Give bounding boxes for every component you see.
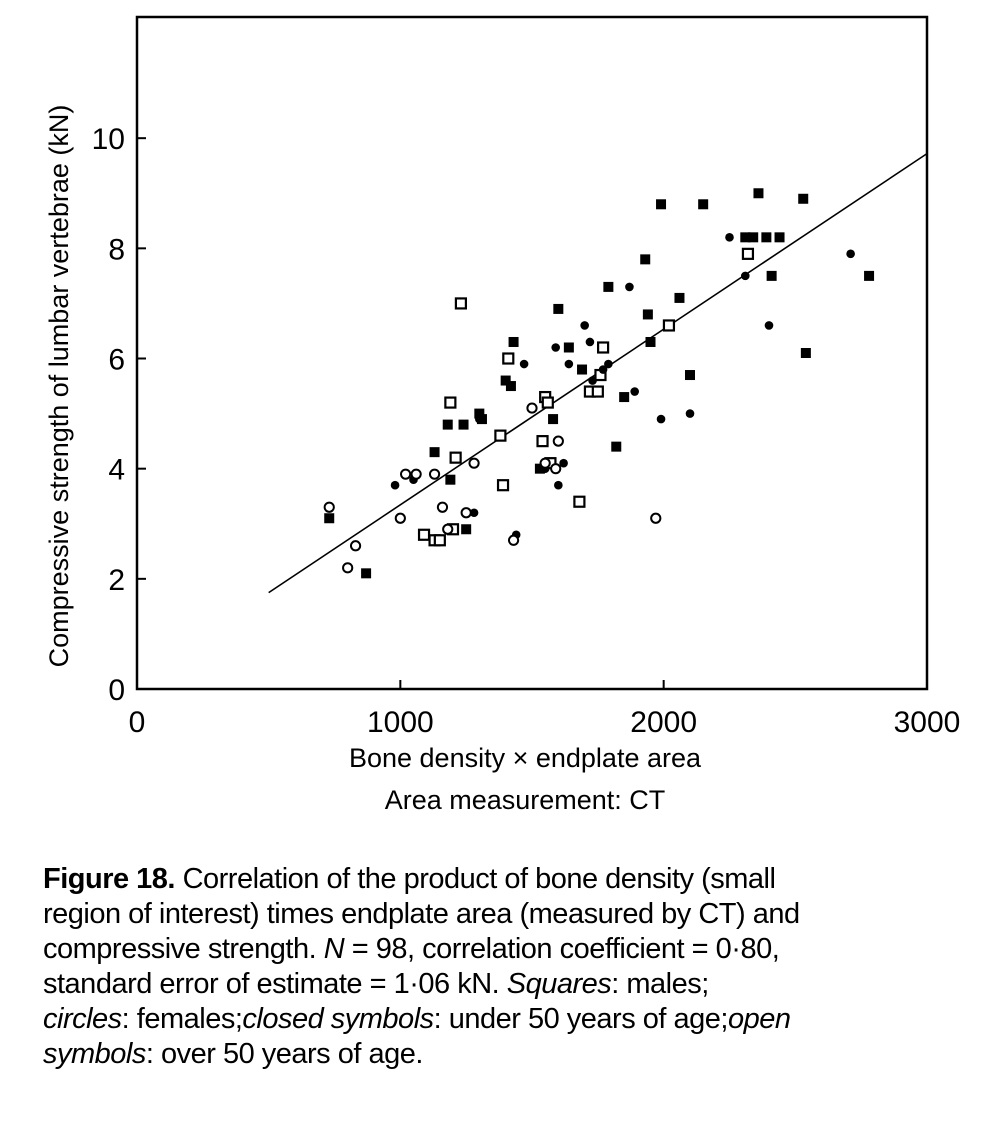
point-square-closed — [445, 475, 455, 485]
point-circle-closed — [391, 481, 400, 490]
figure-label: Figure 18. — [43, 863, 175, 895]
figure-caption — [43, 862, 968, 1072]
point-circle-closed — [765, 321, 774, 330]
y-tick-label: 8 — [108, 233, 125, 267]
point-circle-open — [443, 525, 452, 534]
caption-line6a: : over 50 years of age. — [145, 1038, 423, 1070]
caption-line4b: : males; — [611, 968, 709, 1000]
x-axis-tick-labels — [129, 706, 961, 739]
point-square-closed — [553, 304, 563, 314]
point-circle-closed — [459, 420, 468, 429]
y-axis-label: Compressive strength of lumbar vertebrae (kN) — [44, 104, 74, 668]
point-square-open — [538, 436, 548, 446]
point-square-closed — [767, 271, 777, 281]
point-square-open — [419, 530, 429, 540]
x-tick-label: 3000 — [893, 706, 961, 739]
point-square-closed — [685, 370, 695, 380]
point-square-closed — [430, 447, 440, 457]
y-tick-label: 10 — [91, 123, 125, 157]
point-square-closed — [798, 194, 808, 204]
point-square-closed — [801, 348, 811, 358]
point-circle-closed — [580, 321, 589, 330]
point-circle-closed — [586, 338, 595, 347]
x-axis-label: Bone density × endplate area — [348, 743, 702, 773]
point-square-closed — [461, 524, 471, 534]
point-circle-open — [509, 536, 518, 545]
point-square-open — [503, 354, 513, 364]
point-circle-closed — [475, 415, 484, 424]
point-circle-open — [396, 514, 405, 523]
point-square-closed — [611, 442, 621, 452]
caption-line3b: = 98, correlation coefficient = 0·80, — [351, 933, 780, 965]
point-square-closed — [656, 199, 666, 209]
point-square-closed — [548, 414, 558, 424]
point-square-open — [574, 497, 584, 507]
point-circle-closed — [604, 360, 613, 369]
x-tick-label: 1000 — [366, 706, 434, 739]
point-square-closed — [748, 232, 758, 242]
caption-symbols: symbols — [43, 1038, 146, 1070]
point-circle-open — [438, 503, 447, 512]
point-circle-closed — [741, 272, 750, 281]
point-square-open — [664, 320, 674, 330]
caption-line1: Correlation of the product of bone density (small — [182, 863, 776, 895]
point-square-open — [598, 342, 608, 352]
point-square-open — [593, 387, 603, 397]
point-circle-open — [541, 459, 550, 468]
point-circle-closed — [565, 360, 574, 369]
y-tick-label: 4 — [108, 453, 125, 487]
point-circle-closed — [554, 481, 563, 490]
point-square-open — [743, 249, 753, 259]
y-tick-label: 2 — [108, 563, 125, 597]
point-square-closed — [564, 342, 574, 352]
point-square-closed — [761, 232, 771, 242]
caption-line5a: : females; — [121, 1003, 243, 1035]
point-square-closed — [646, 337, 656, 347]
caption-line4a: standard error of estimate = 1·06 kN. — [43, 968, 500, 1000]
point-circle-open — [325, 503, 334, 512]
point-circle-closed — [625, 283, 634, 292]
point-square-closed — [443, 420, 453, 430]
point-circle-closed — [725, 233, 734, 242]
caption-open: open — [727, 1003, 791, 1035]
x-axis-ticks — [137, 680, 927, 689]
point-square-open — [498, 480, 508, 490]
point-square-closed — [603, 282, 613, 292]
point-circle-open — [401, 470, 410, 479]
x-tick-label: 0 — [128, 706, 146, 739]
point-square-closed — [674, 293, 684, 303]
point-circle-open — [469, 459, 478, 468]
point-square-closed — [640, 254, 650, 264]
point-square-closed — [753, 188, 763, 198]
data-points — [324, 188, 874, 578]
point-circle-open — [412, 470, 421, 479]
point-circle-closed — [588, 376, 597, 385]
point-square-open — [456, 298, 466, 308]
point-circle-closed — [846, 250, 855, 259]
x-axis-sublabel: Area measurement: CT — [384, 785, 666, 815]
point-circle-closed — [551, 343, 560, 352]
point-circle-open — [554, 437, 563, 446]
caption-line2: region of interest) times endplate area (measured by CT) and — [43, 898, 800, 930]
point-square-closed — [361, 568, 371, 578]
point-circle-closed — [686, 409, 695, 418]
caption-n-symbol: N — [323, 933, 345, 965]
caption-circles: circles — [43, 1003, 122, 1035]
point-square-closed — [324, 513, 334, 523]
caption-squares: Squares — [506, 968, 612, 1000]
caption-line5b: : under 50 years of age; — [433, 1003, 728, 1035]
point-square-closed — [506, 381, 516, 391]
point-circle-open — [551, 464, 560, 473]
point-square-open — [445, 398, 455, 408]
point-square-closed — [643, 309, 653, 319]
point-square-closed — [509, 337, 519, 347]
point-circle-closed — [520, 360, 529, 369]
caption-closed-symbols: closed symbols — [242, 1003, 434, 1035]
point-square-closed — [619, 392, 629, 402]
point-circle-open — [462, 508, 471, 517]
point-square-open — [435, 535, 445, 545]
x-tick-label: 2000 — [630, 706, 698, 739]
point-circle-closed — [657, 415, 666, 424]
caption-line3a: compressive strength. — [43, 933, 317, 965]
point-square-closed — [775, 232, 785, 242]
point-square-open — [543, 398, 553, 408]
point-circle-open — [651, 514, 660, 523]
y-tick-label: 6 — [108, 343, 125, 377]
point-square-open — [451, 453, 461, 463]
point-circle-closed — [630, 387, 639, 396]
point-circle-open — [351, 541, 360, 550]
point-square-closed — [864, 271, 874, 281]
point-circle-open — [343, 563, 352, 572]
y-axis-tick-labels — [92, 123, 125, 707]
y-axis-ticks — [137, 138, 146, 689]
point-square-closed — [577, 365, 587, 375]
point-circle-open — [430, 470, 439, 479]
point-circle-open — [527, 403, 536, 412]
y-tick-label: 0 — [108, 674, 125, 707]
point-square-open — [495, 431, 505, 441]
point-square-closed — [698, 199, 708, 209]
